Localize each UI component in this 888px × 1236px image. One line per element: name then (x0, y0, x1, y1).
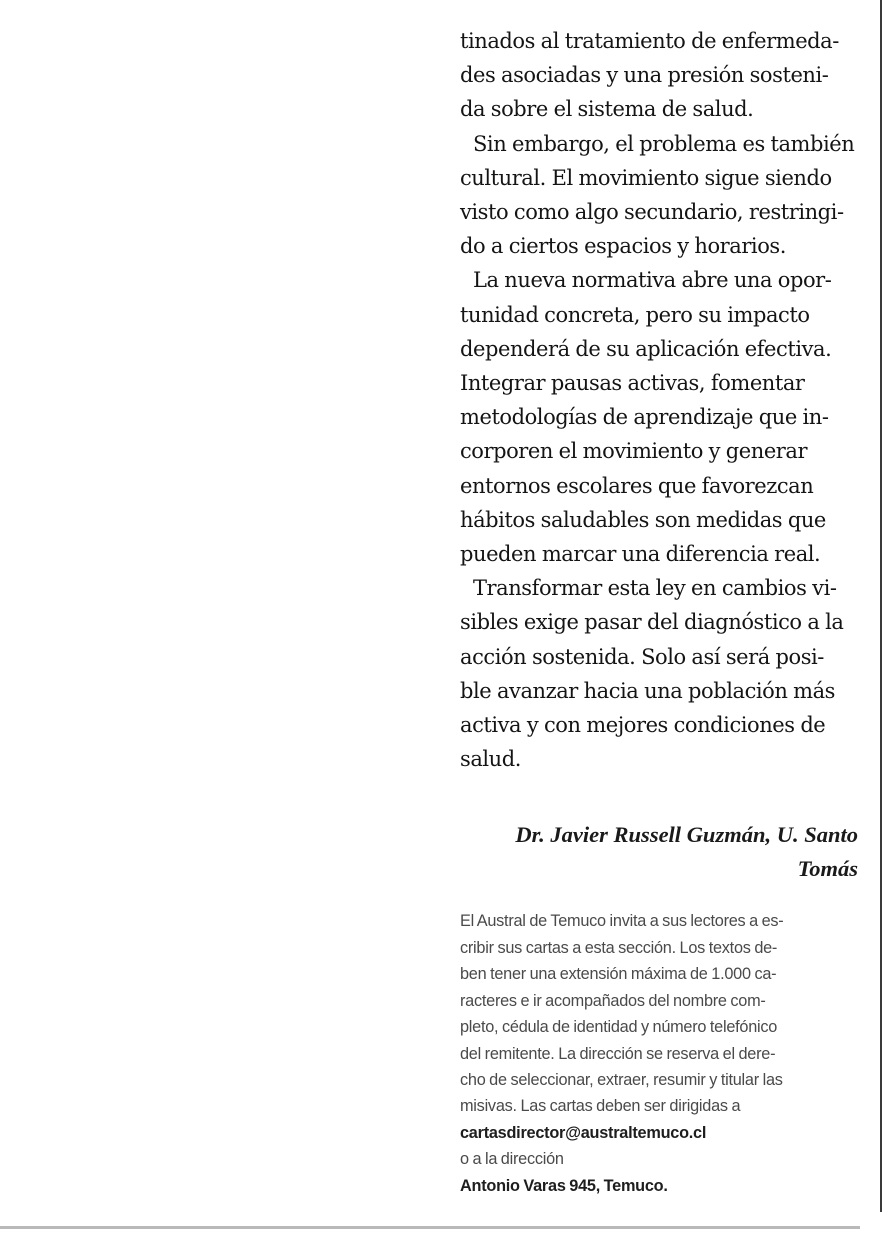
letters-column (460, 24, 858, 1199)
p4-line-2: sibles exige pasar del diagnóstico a la (460, 610, 844, 635)
signature-line-1: Dr. Javier Russell Guzmán, U. Santo (515, 822, 858, 848)
notice-line-6: del remitente. La dirección se reserva el dere- (460, 1044, 776, 1063)
p1-line-1: tinados al tratamiento de enfermeda- (460, 29, 839, 53)
bottom-divider (0, 1226, 860, 1229)
p3-line-5: metodologías de aprendizaje que in- (460, 405, 829, 430)
paragraph-3 (460, 263, 858, 571)
notice-line-4: racteres e ir acompañados del nombre com- (460, 991, 766, 1010)
p3-line-1: La nueva normativa abre una opor- (473, 268, 832, 293)
p4-line-4: ble avanzar hacia una población más (460, 678, 835, 703)
p3-line-3: dependerá de su aplicación efectiva. (460, 336, 832, 361)
paragraph-1 (460, 24, 858, 127)
p4-line-6: salud. (460, 747, 521, 772)
p3-line-9: pueden marcar una diferencia real. (460, 542, 821, 567)
submission-notice (460, 908, 858, 1198)
signature-line-2: Tomás (797, 856, 858, 882)
paragraph-2 (460, 127, 858, 264)
p4-line-3: acción sostenida. Solo así será posi- (460, 644, 824, 669)
address-intro: o a la dirección (460, 1150, 564, 1169)
author-signature (460, 818, 858, 886)
p3-line-7: entornos escolares que favorezcan (460, 473, 814, 498)
notice-line-7: cho de seleccionar, extraer, resumir y titular las (460, 1070, 783, 1089)
p3-line-8: hábitos saludables son medidas que (460, 507, 826, 532)
p4-line-1: Transformar esta ley en cambios vi- (473, 576, 837, 601)
notice-line-8: misivas. Las cartas deben ser dirigidas a (460, 1097, 741, 1116)
notice-line-3: ben tener una extensión máxima de 1.000 ca- (460, 965, 777, 984)
p2-line-4: do a ciertos espacios y horarios. (460, 234, 786, 259)
letter-body (460, 24, 858, 776)
p1-line-3: da sobre el sistema de salud. (460, 97, 754, 122)
p3-line-6: corporen el movimiento y generar (460, 439, 808, 464)
notice-line-1: El Austral de Temuco invita a sus lectores a es- (460, 912, 784, 931)
p3-line-4: Integrar pausas activas, fomentar (460, 371, 805, 396)
p2-line-3: visto como algo secundario, restringi- (460, 200, 844, 225)
p1-line-2: des asociadas y una presión sosteni- (460, 63, 829, 88)
p2-line-1: Sin embargo, el problema es también (473, 131, 855, 156)
p3-line-2: tunidad concreta, pero su impacto (460, 302, 810, 327)
column-divider (880, 0, 882, 1212)
p4-line-5: activa y con mejores condiciones de (460, 713, 826, 738)
paragraph-4 (460, 571, 858, 776)
notice-line-2: cribir sus cartas a esta sección. Los textos de- (460, 938, 778, 957)
notice-line-5: pleto, cédula de identidad y número telefónico (460, 1018, 778, 1037)
postal-address: Antonio Varas 945, Temuco. (460, 1176, 668, 1195)
contact-email: cartasdirector@australtemuco.cl (460, 1123, 707, 1142)
p2-line-2: cultural. El movimiento sigue siendo (460, 165, 832, 190)
